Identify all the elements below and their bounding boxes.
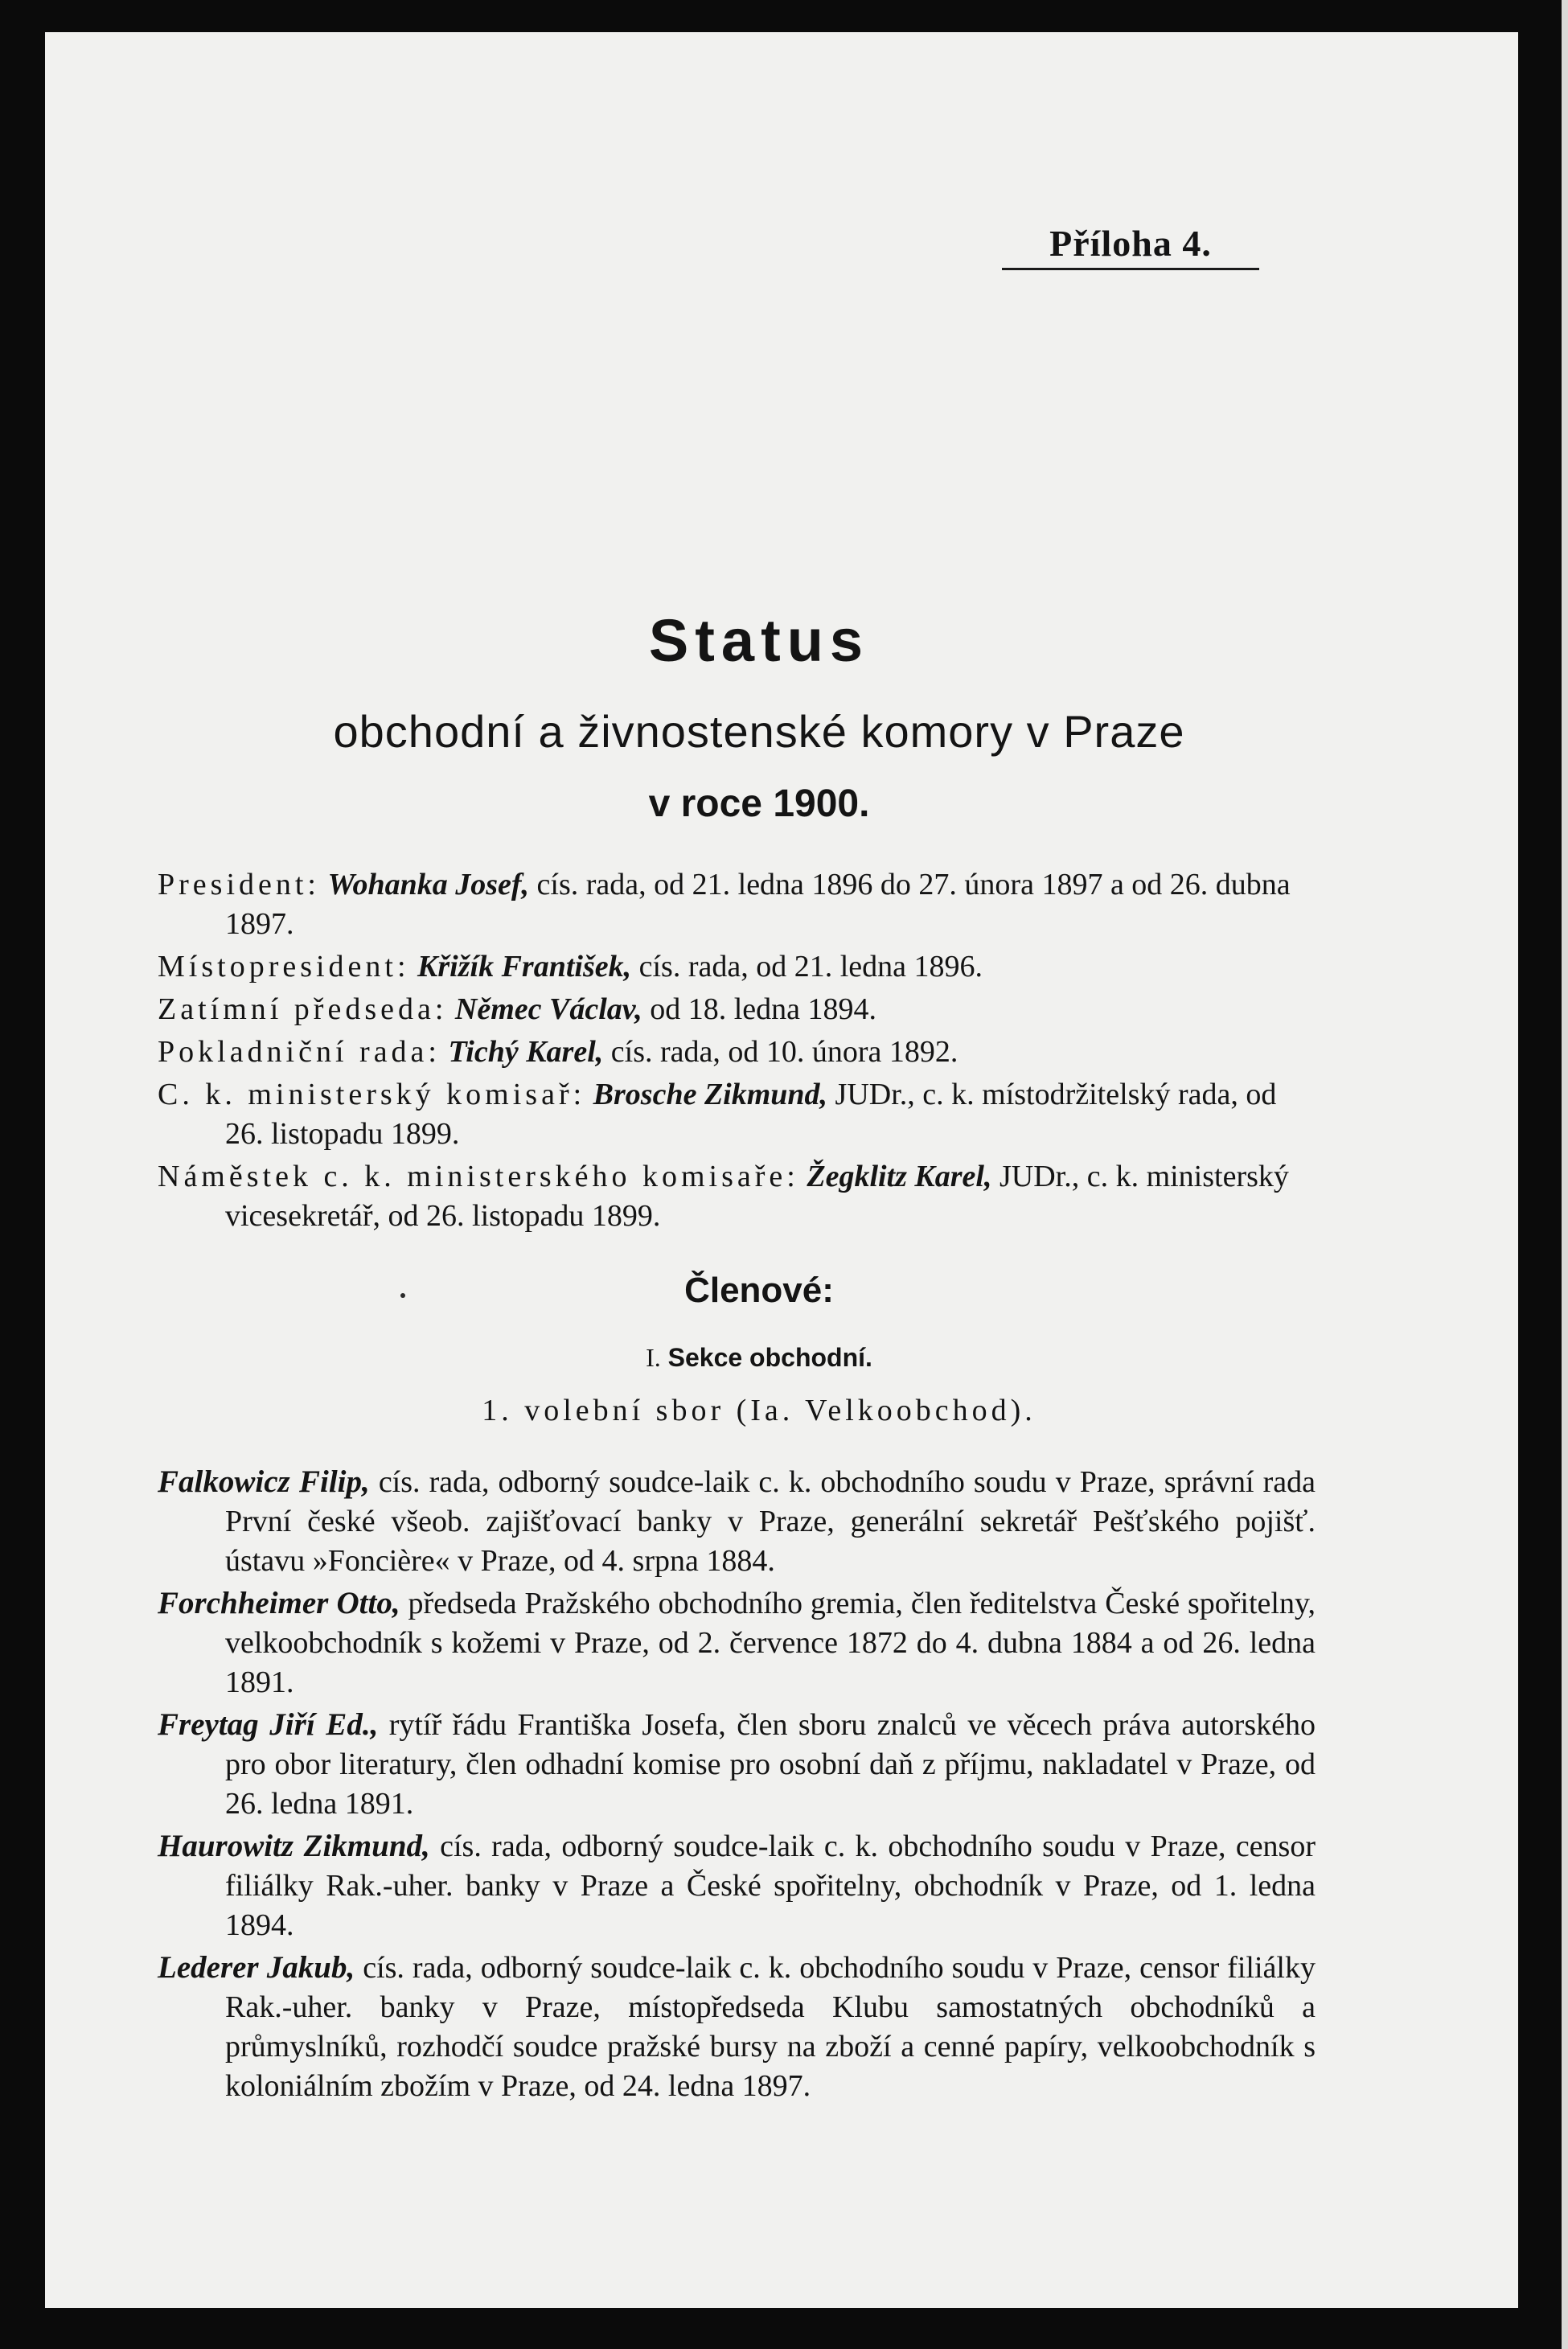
- official-name: Tichý Karel,: [448, 1035, 604, 1069]
- member-entry: [158, 1826, 1316, 1945]
- official-role: Místopresident:: [158, 950, 410, 984]
- official-details: cís. rada, od 10. února 1892.: [603, 1035, 958, 1069]
- section-heading: [45, 1343, 1473, 1373]
- member-details: cís. rada, odborný soudce-laik c. k. obchodního soudu v Praze, censor filiálky Rak.-uher. banky v Praze a České spořitelny, obchodník v Praze, od 1. ledna 1894.: [225, 1830, 1316, 1942]
- member-entry: [158, 1462, 1316, 1581]
- document-title: Status: [648, 607, 870, 674]
- officials-list: [158, 865, 1316, 1239]
- official-name: Němec Václav,: [454, 992, 642, 1026]
- member-name: Forchheimer Otto,: [158, 1586, 400, 1620]
- member-name: Haurowitz Zikmund,: [158, 1829, 430, 1863]
- official-entry: [158, 1033, 1316, 1072]
- official-name: Wohanka Josef,: [327, 868, 530, 901]
- member-details: předseda Pražského obchodního gremia, člen ředitelstva České spořitelny, velkoobchodník s kožemi v Praze, od 2. července 1872 do 4. dubna 1884 a od 26. ledna 1891.: [225, 1587, 1316, 1699]
- official-name: Brosche Zikmund,: [593, 1078, 828, 1111]
- document-year: v roce 1900.: [648, 782, 870, 825]
- scan-edge: [1562, 0, 1568, 2349]
- members-heading: Členové:: [684, 1271, 834, 1310]
- document-subtitle: obchodní a živnostenské komory v Praze: [333, 706, 1185, 757]
- section-title: Sekce obchodní.: [667, 1343, 872, 1372]
- electoral-body-heading: 1. volební sbor (Ia. Velkoobchod).: [482, 1394, 1036, 1427]
- official-name: Žegklitz Karel,: [807, 1160, 992, 1193]
- member-entry: [158, 1583, 1316, 1702]
- official-entry: [158, 1157, 1316, 1236]
- member-details: cís. rada, odborný soudce-laik c. k. obchodního soudu v Praze, správní rada První české všeob. zajišťovací banky v Praze, generální sekretář Pešťského pojišť. ústavu »Foncière« v Praze, od 4. srpna 1884.: [225, 1465, 1316, 1578]
- official-details: cís. rada, od 21. ledna 1896.: [631, 950, 983, 984]
- official-entry: [158, 865, 1316, 944]
- official-role: Zatímní předseda:: [158, 992, 448, 1026]
- member-name: Falkowicz Filip,: [158, 1464, 370, 1499]
- official-entry: [158, 1075, 1316, 1154]
- print-speck: [400, 1293, 405, 1298]
- appendix-label: Příloha 4.: [1002, 222, 1259, 270]
- official-details: od 18. ledna 1894.: [642, 992, 877, 1026]
- members-list: [158, 1462, 1316, 2109]
- member-name: Lederer Jakub,: [158, 1950, 355, 1985]
- document-page: [45, 32, 1518, 2308]
- official-role: Pokladniční rada:: [158, 1035, 441, 1069]
- official-role: C. k. ministerský komisař:: [158, 1078, 586, 1111]
- member-entry: [158, 1948, 1316, 2106]
- member-details: cís. rada, odborný soudce-laik c. k. obchodního soudu v Praze, censor filiálky Rak.-uher. banky v Praze, místopředseda Klubu samostatných obchodníků a průmyslníků, rozhodčí soudce pražské bursy na zboží a cenné papíry, velkoobchodník s koloniálním zbožím v Praze, od 24. ledna 1897.: [225, 1951, 1316, 2103]
- official-role: President:: [158, 868, 320, 901]
- member-entry: [158, 1705, 1316, 1824]
- official-name: Křižík František,: [417, 950, 632, 984]
- title-block: [45, 607, 1473, 825]
- member-details: rytíř řádu Františka Josefa, člen sboru znalců ve věcech práva autorského pro obor literatury, člen odhadní komise pro osobní daň z příjmu, nakladatel v Praze, od 26. ledna 1891.: [225, 1708, 1316, 1821]
- official-entry: [158, 990, 1316, 1029]
- official-role: Náměstek c. k. ministerského komisaře:: [158, 1160, 799, 1193]
- official-entry: [158, 947, 1316, 987]
- official-details: JUDr., c. k. místodržitelský rada, od 26. listopadu 1899.: [225, 1078, 1277, 1151]
- member-name: Freytag Jiří Ed.,: [158, 1707, 379, 1742]
- official-details: JUDr., c. k. ministerský vicesekretář, od 26. listopadu 1899.: [225, 1160, 1289, 1233]
- official-details: cís. rada, od 21. ledna 1896 do 27. února 1897 a od 26. dubna 1897.: [225, 868, 1291, 941]
- section-number: I.: [646, 1343, 661, 1372]
